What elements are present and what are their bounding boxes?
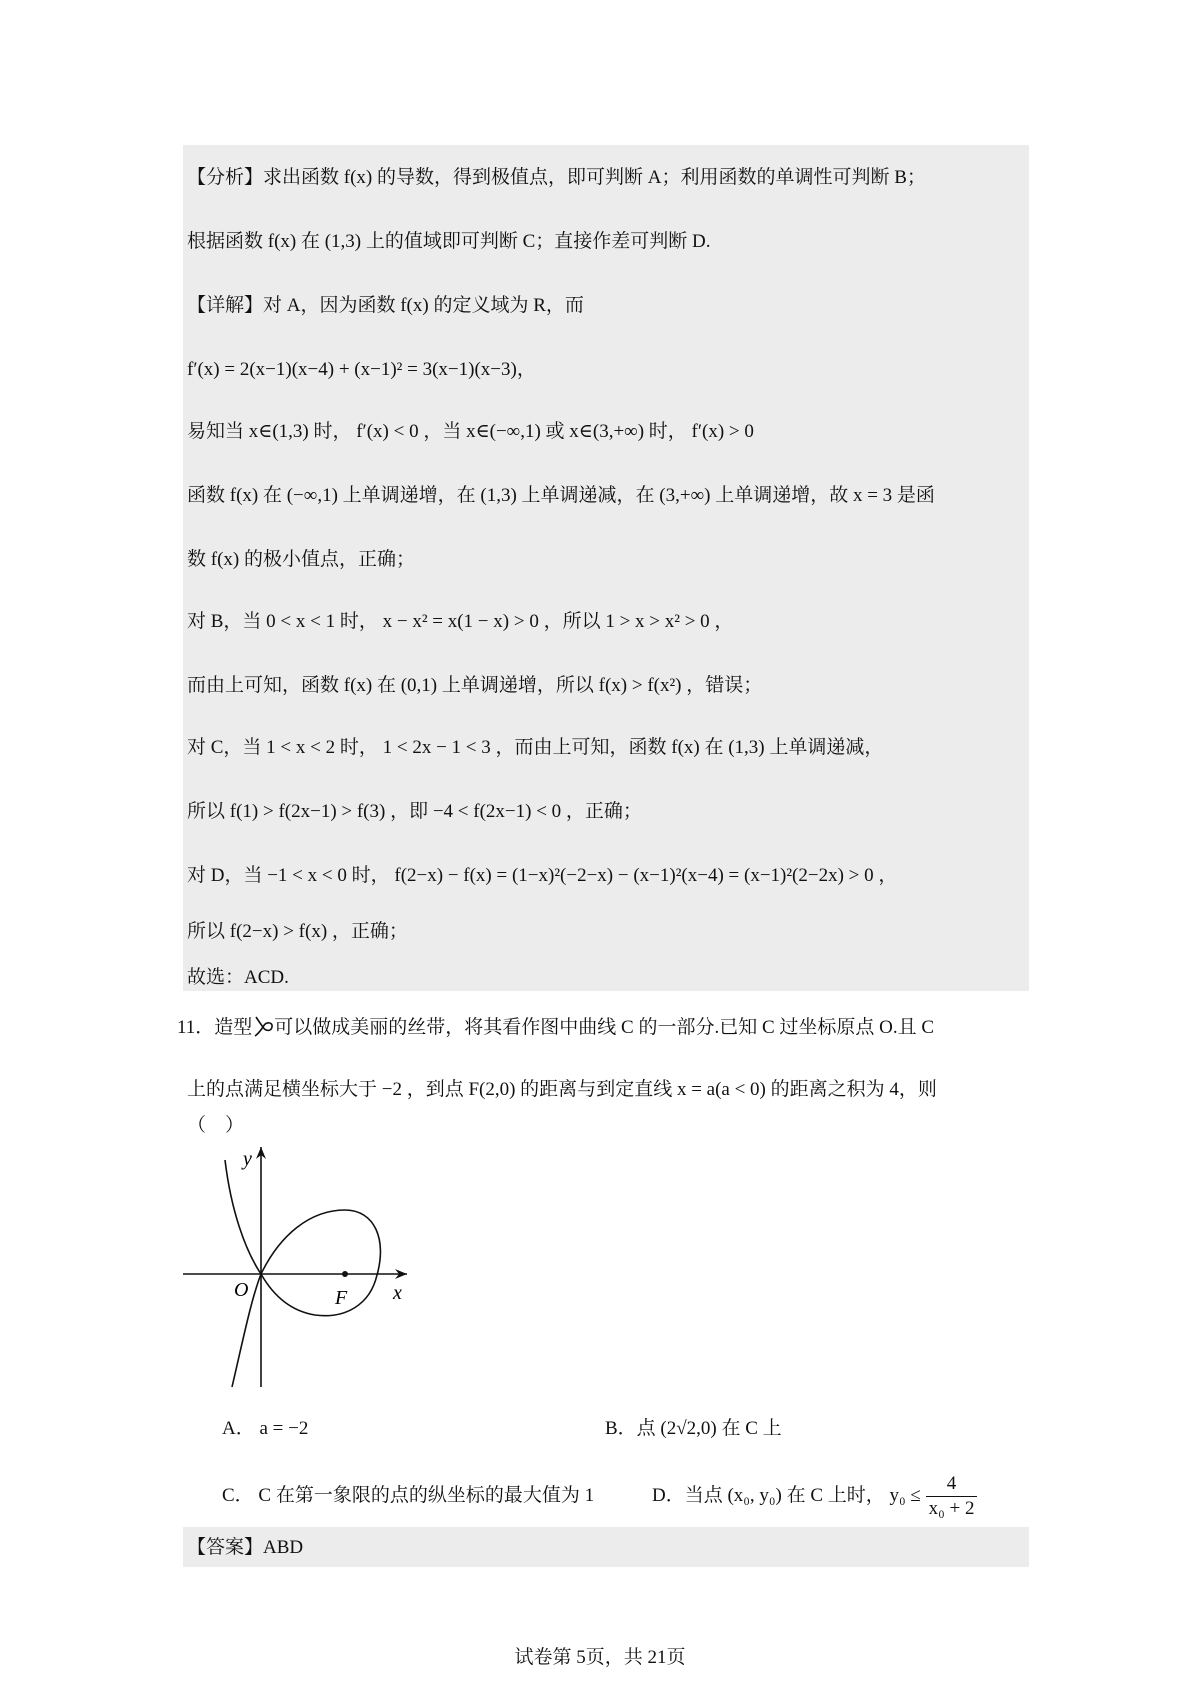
page-footer: 试卷第 5页，共 21页	[514, 1647, 686, 1668]
question-line-1	[177, 1013, 1022, 1043]
analysis-line-8: 对 B，当 0 < x < 1 时， x − x² = x(1 − x) > 0 ，所以 1 > x > x² > 0 ，	[187, 611, 734, 632]
origin-label: O	[234, 1279, 249, 1301]
question-line-3: （ ）	[187, 1115, 245, 1136]
analysis-line-9: 而由上可知，函数 f(x) 在 (0,1) 上单调递增，所以 f(x) > f(x²) ，错误；	[187, 675, 763, 696]
ribbon-icon	[252, 1015, 274, 1037]
option-b: B．点 (2√2,0) 在 C 上	[605, 1418, 782, 1439]
curve-loop	[261, 1210, 380, 1316]
analysis-line-2: 根据函数 f(x) 在 (1,3) 上的值域即可判断 C；直接作差可判断 D.	[187, 231, 711, 252]
analysis-line-13: 所以 f(2−x) > f(x) ，正确；	[187, 921, 408, 942]
option-d-fraction	[926, 1472, 978, 1521]
question-text-1: 可以做成美丽的丝带，将其看作图中曲线 C 的一部分.已知 C 过坐标原点 O.且 C	[274, 1017, 935, 1038]
analysis-line-1: 【分析】求出函数 f(x) 的导数，得到极值点，即可判断 A；利用函数的单调性可判断 B；	[187, 167, 926, 188]
analysis-line-11: 所以 f(1) > f(2x−1) > f(3) ，即 −4 < f(2x−1) < 0 ，正确；	[187, 801, 642, 822]
x-axis-label: x	[393, 1282, 402, 1304]
analysis-line-6: 函数 f(x) 在 (−∞,1) 上单调递增，在 (1,3) 上单调递减，在 (3,+∞) 上单调递增，故 x = 3 是函	[187, 485, 935, 506]
option-d-text: D．当点 (x₀, y₀) 在 C 上时，	[652, 1485, 885, 1506]
option-d	[652, 1468, 977, 1524]
focus-point	[342, 1271, 348, 1277]
question-line-2: 上的点满足横坐标大于 −2 ，到点 F(2,0) 的距离与到定直线 x = a(a < 0) 的距离之积为 4，则	[187, 1079, 937, 1100]
analysis-line-10: 对 C，当 1 < x < 2 时， 1 < 2x − 1 < 3 ，而由上可知，函数 f(x) 在 (1,3) 上单调递减，	[187, 737, 884, 758]
answer-line: 【答案】ABD	[187, 1537, 304, 1558]
analysis-line-3: 【详解】对 A，因为函数 f(x) 的定义域为 R，而	[187, 295, 584, 316]
option-d-lhs: y₀ ≤	[889, 1485, 921, 1506]
focus-label: F	[335, 1287, 348, 1309]
option-c: C． C 在第一象限的点的纵坐标的最大值为 1	[222, 1485, 595, 1506]
option-a: A． a = −2	[222, 1418, 309, 1439]
fraction-denominator: x₀ + 2	[928, 1498, 975, 1520]
fraction-numerator: 4	[926, 1472, 978, 1497]
analysis-line-7: 数 f(x) 的极小值点，正确；	[187, 549, 415, 570]
analysis-line-12: 对 D，当 −1 < x < 0 时， f(2−x) − f(x) = (1−x)²(−2−x) − (x−1)²(x−4) = (x−1)²(2−2x) > 0 ，	[187, 865, 898, 886]
y-axis-label: y	[243, 1148, 252, 1170]
curve-figure	[175, 1135, 415, 1395]
analysis-line-5: 易知当 x∈(1,3) 时， f′(x) < 0 ，当 x∈(−∞,1) 或 x∈(3,+∞) 时， f′(x) > 0	[187, 421, 754, 442]
analysis-line-14: 故选：ACD.	[187, 967, 289, 988]
question-number: 11．造型	[177, 1017, 253, 1038]
analysis-line-4: f′(x) = 2(x−1)(x−4) + (x−1)² = 3(x−1)(x−3)，	[187, 359, 536, 380]
